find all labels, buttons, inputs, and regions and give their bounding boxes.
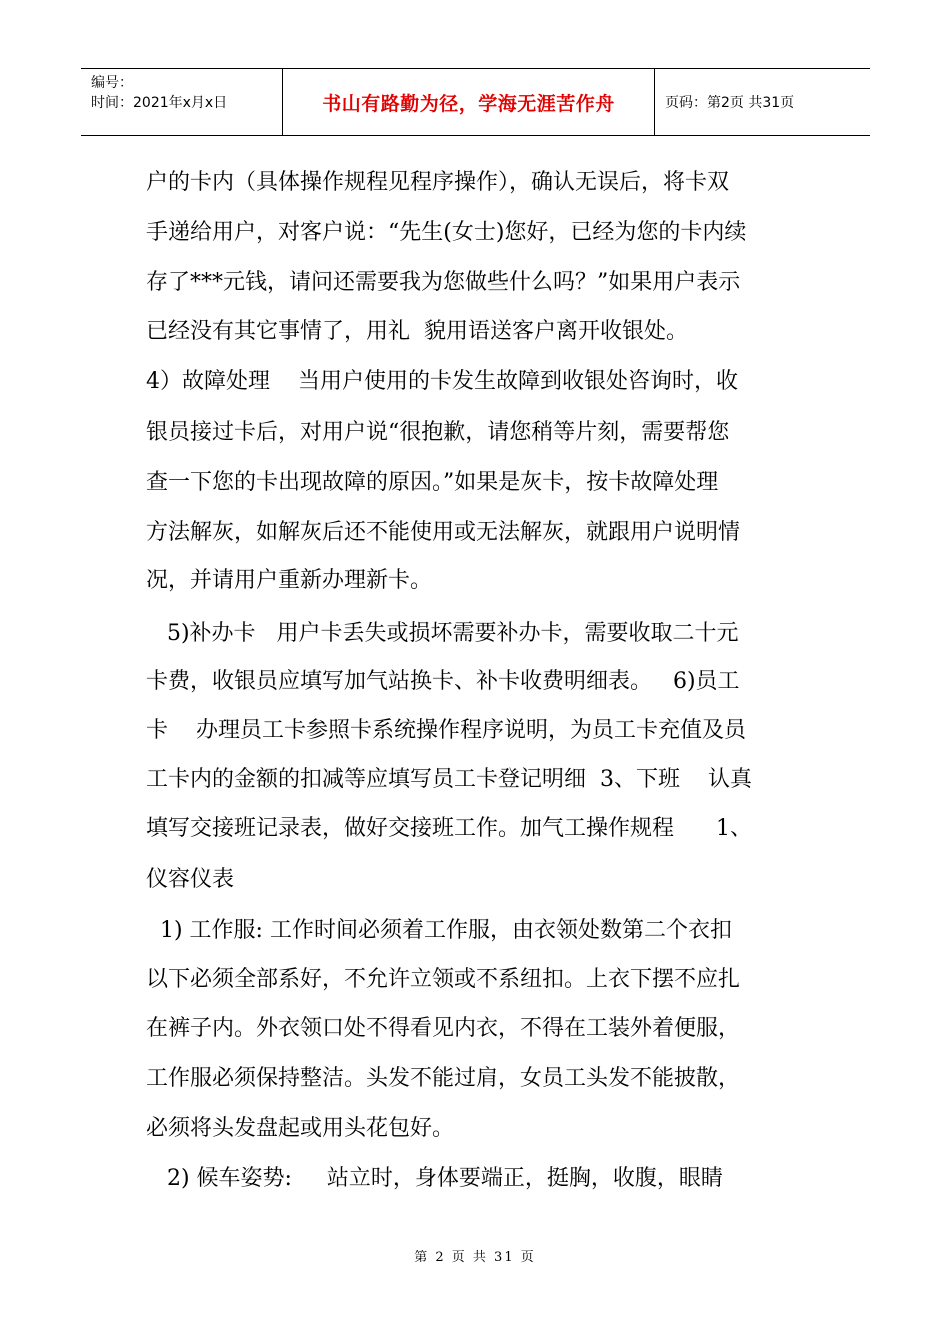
body-line: 卡费，收银员应填写加气站换卡、补卡收费明细表。 6)员工 bbox=[146, 669, 740, 694]
header-meta bbox=[81, 69, 283, 135]
body-line: 方法解灰，如解灰后还不能使用或无法解灰，就跟用户说明情 bbox=[146, 520, 741, 545]
body-line: 仪容仪表 bbox=[146, 867, 235, 892]
header-page-info: 页码：第2页 共31页 bbox=[665, 95, 795, 111]
body-line: 填写交接班记录表，做好交接班工作。加气工操作规程 1、 bbox=[146, 816, 752, 841]
body-line: 查一下您的卡出现故障的原因。”如果是灰卡，按卡故障处理 bbox=[146, 470, 719, 495]
body-line: 1) 工作服: 工作时间必须着工作服，由衣领处数第二个衣扣 bbox=[146, 918, 732, 943]
page-header bbox=[81, 68, 870, 136]
body-line: 已经没有其它事情了，用礼 貌用语送客户离开收银处。 bbox=[146, 319, 688, 344]
date-label: 时间：2021年x月x日 bbox=[91, 95, 228, 111]
body-line: 2) 候车姿势: 站立时，身体要端正，挺胸，收腹，眼睛 bbox=[146, 1166, 723, 1191]
body-line: 工卡内的金额的扣减等应填写员工卡登记明细 3、下班 认真 bbox=[146, 767, 752, 792]
body-line: 卡 办理员工卡参照卡系统操作程序说明，为员工卡充值及员 bbox=[146, 718, 746, 743]
body-line: 必须将头发盘起或用头花包好。 bbox=[146, 1116, 455, 1141]
body-line: 存了***元钱，请问还需要我为您做些什么吗？”如果用户表示 bbox=[146, 270, 741, 295]
header-motto: 书山有路勤为径，学海无涯苦作舟 bbox=[283, 69, 655, 135]
serial-label: 编号： bbox=[91, 75, 133, 91]
page-footer: 第 2 页 共 31 页 bbox=[414, 1250, 536, 1265]
body-line: 5)补办卡 用户卡丢失或损坏需要补办卡，需要收取二十元 bbox=[146, 621, 739, 646]
body-line: 以下必须全部系好，不允许立领或不系纽扣。上衣下摆不应扎 bbox=[146, 967, 741, 992]
body-line: 银员接过卡后，对用户说“很抱歉，请您稍等片刻，需要帮您 bbox=[146, 420, 730, 445]
body-line: 工作服必须保持整洁。头发不能过肩，女员工头发不能披散， bbox=[146, 1066, 741, 1091]
body-line: 手递给用户，对客户说：“先生(女士)您好，已经为您的卡内续 bbox=[146, 220, 747, 245]
body-line: 4）故障处理 当用户使用的卡发生故障到收银处咨询时，收 bbox=[146, 369, 738, 394]
body-line: 户的卡内（具体操作规程见程序操作），确认无误后，将卡双 bbox=[146, 170, 730, 195]
body-line: 况，并请用户重新办理新卡。 bbox=[146, 568, 433, 593]
body-line: 在裤子内。外衣领口处不得看见内衣，不得在工装外着便服， bbox=[146, 1016, 741, 1041]
